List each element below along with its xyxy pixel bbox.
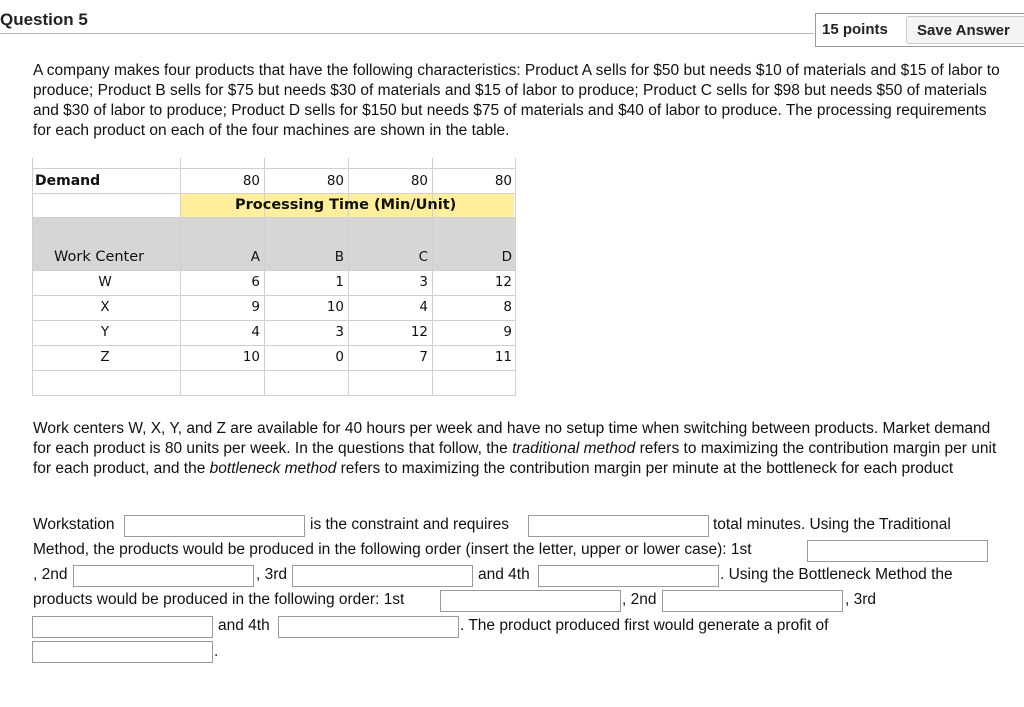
total-minutes-text: total minutes. Using the Traditional [713, 516, 951, 533]
question-intro: A company makes four products that have the following characteristics: Product A sells for $50 but needs $10 of materials and $15 of labor to produce; Product B sells for $75 but needs $30 of materials and $15 of labor to produce; Product C sells for $98 but needs $50 of materials and $30 of labor to produce; Product D sells for $150 but needs $75 of materials and $40 of labor to produce. The processing requirements for each product on each of the four machines are shown in the table. [33, 62, 1000, 139]
bottleneck-3rd-input[interactable] [32, 616, 213, 638]
cell-y-d: 9 [503, 324, 512, 340]
cell-x-c: 4 [419, 299, 428, 315]
bottleneck-4th-input[interactable] [278, 616, 459, 638]
final-period: . [214, 643, 219, 660]
info-text-3: refers to maximizing the contribution margin per minute at the bottleneck for each product [336, 460, 954, 477]
workstation-label: Workstation [33, 516, 115, 533]
points-label: 15 points [822, 21, 888, 38]
title-divider [0, 33, 814, 34]
processing-table [32, 158, 516, 396]
product-header-d: D [501, 249, 512, 265]
cell-x-a: 9 [251, 299, 260, 315]
cell-z-a: 10 [242, 349, 260, 365]
traditional-2nd-input[interactable] [73, 565, 254, 587]
bottleneck-4th-label: and 4th [218, 617, 270, 634]
demand-b: 80 [326, 173, 344, 189]
cell-z-b: 0 [335, 349, 344, 365]
total-minutes-input[interactable] [528, 515, 709, 537]
traditional-4th-input[interactable] [538, 565, 719, 587]
demand-label: Demand [35, 173, 101, 189]
row-label-w: W [98, 274, 112, 290]
info-text-1: Work centers W, X, Y, and Z are available for 40 hours per week and have no setup time when switching between products. Market demand for each product is 80 units per week. In the questions that follow, the [33, 420, 991, 457]
cell-w-d: 12 [494, 274, 512, 290]
cell-z-c: 7 [419, 349, 428, 365]
demand-c: 80 [410, 173, 428, 189]
cell-w-b: 1 [335, 274, 344, 290]
demand-d: 80 [494, 173, 512, 189]
cell-z-d: 11 [494, 349, 512, 365]
traditional-order-text: Method, the products would be produced in the following order (insert the letter, upper or lower case): 1st [33, 541, 752, 558]
bottleneck-order-text: products would be produced in the following order: 1st [33, 591, 405, 608]
traditional-3rd-label: , 3rd [256, 566, 288, 583]
traditional-3rd-input[interactable] [292, 565, 473, 587]
row-label-x: X [100, 299, 110, 315]
product-header-c: C [418, 249, 428, 265]
processing-time-label: Processing Time (Min/Unit) [235, 197, 457, 213]
cell-x-b: 10 [326, 299, 344, 315]
info-paragraph [33, 419, 1003, 479]
traditional-1st-input[interactable] [807, 540, 988, 562]
bottleneck-intro-text: . Using the Bottleneck Method the [720, 566, 953, 583]
traditional-4th-label: and 4th [478, 566, 530, 583]
bottleneck-1st-input[interactable] [440, 590, 621, 612]
bottleneck-2nd-label: , 2nd [622, 591, 657, 608]
question-title: Question 5 [0, 10, 88, 29]
demand-a: 80 [242, 173, 260, 189]
info-text-2: refers to maximizing the contribution margin per unit for each product, and the [33, 440, 997, 477]
row-label-z: Z [100, 349, 110, 365]
cell-y-a: 4 [251, 324, 260, 340]
product-header-a: A [250, 249, 260, 265]
bottleneck-3rd-label: , 3rd [845, 591, 877, 608]
row-label-y: Y [100, 324, 110, 340]
profit-text: . The product produced first would generate a profit of [460, 617, 829, 634]
cell-w-c: 3 [419, 274, 428, 290]
work-center-label: Work Center [54, 249, 145, 265]
cell-y-b: 3 [335, 324, 344, 340]
product-header-b: B [334, 249, 344, 265]
constraint-text: is the constraint and requires [310, 516, 510, 533]
points-panel [815, 13, 1024, 47]
save-answer-button[interactable]: Save Answer [906, 16, 1024, 44]
traditional-method-term: traditional method [512, 440, 636, 457]
cell-x-d: 8 [503, 299, 512, 315]
bottleneck-method-term: bottleneck method [209, 460, 337, 477]
traditional-2nd-label: , 2nd [33, 566, 68, 583]
cell-y-c: 12 [410, 324, 428, 340]
bottleneck-2nd-input[interactable] [662, 590, 843, 612]
constraint-workstation-input[interactable] [124, 515, 305, 537]
profit-input[interactable] [32, 641, 213, 663]
cell-w-a: 6 [251, 274, 260, 290]
